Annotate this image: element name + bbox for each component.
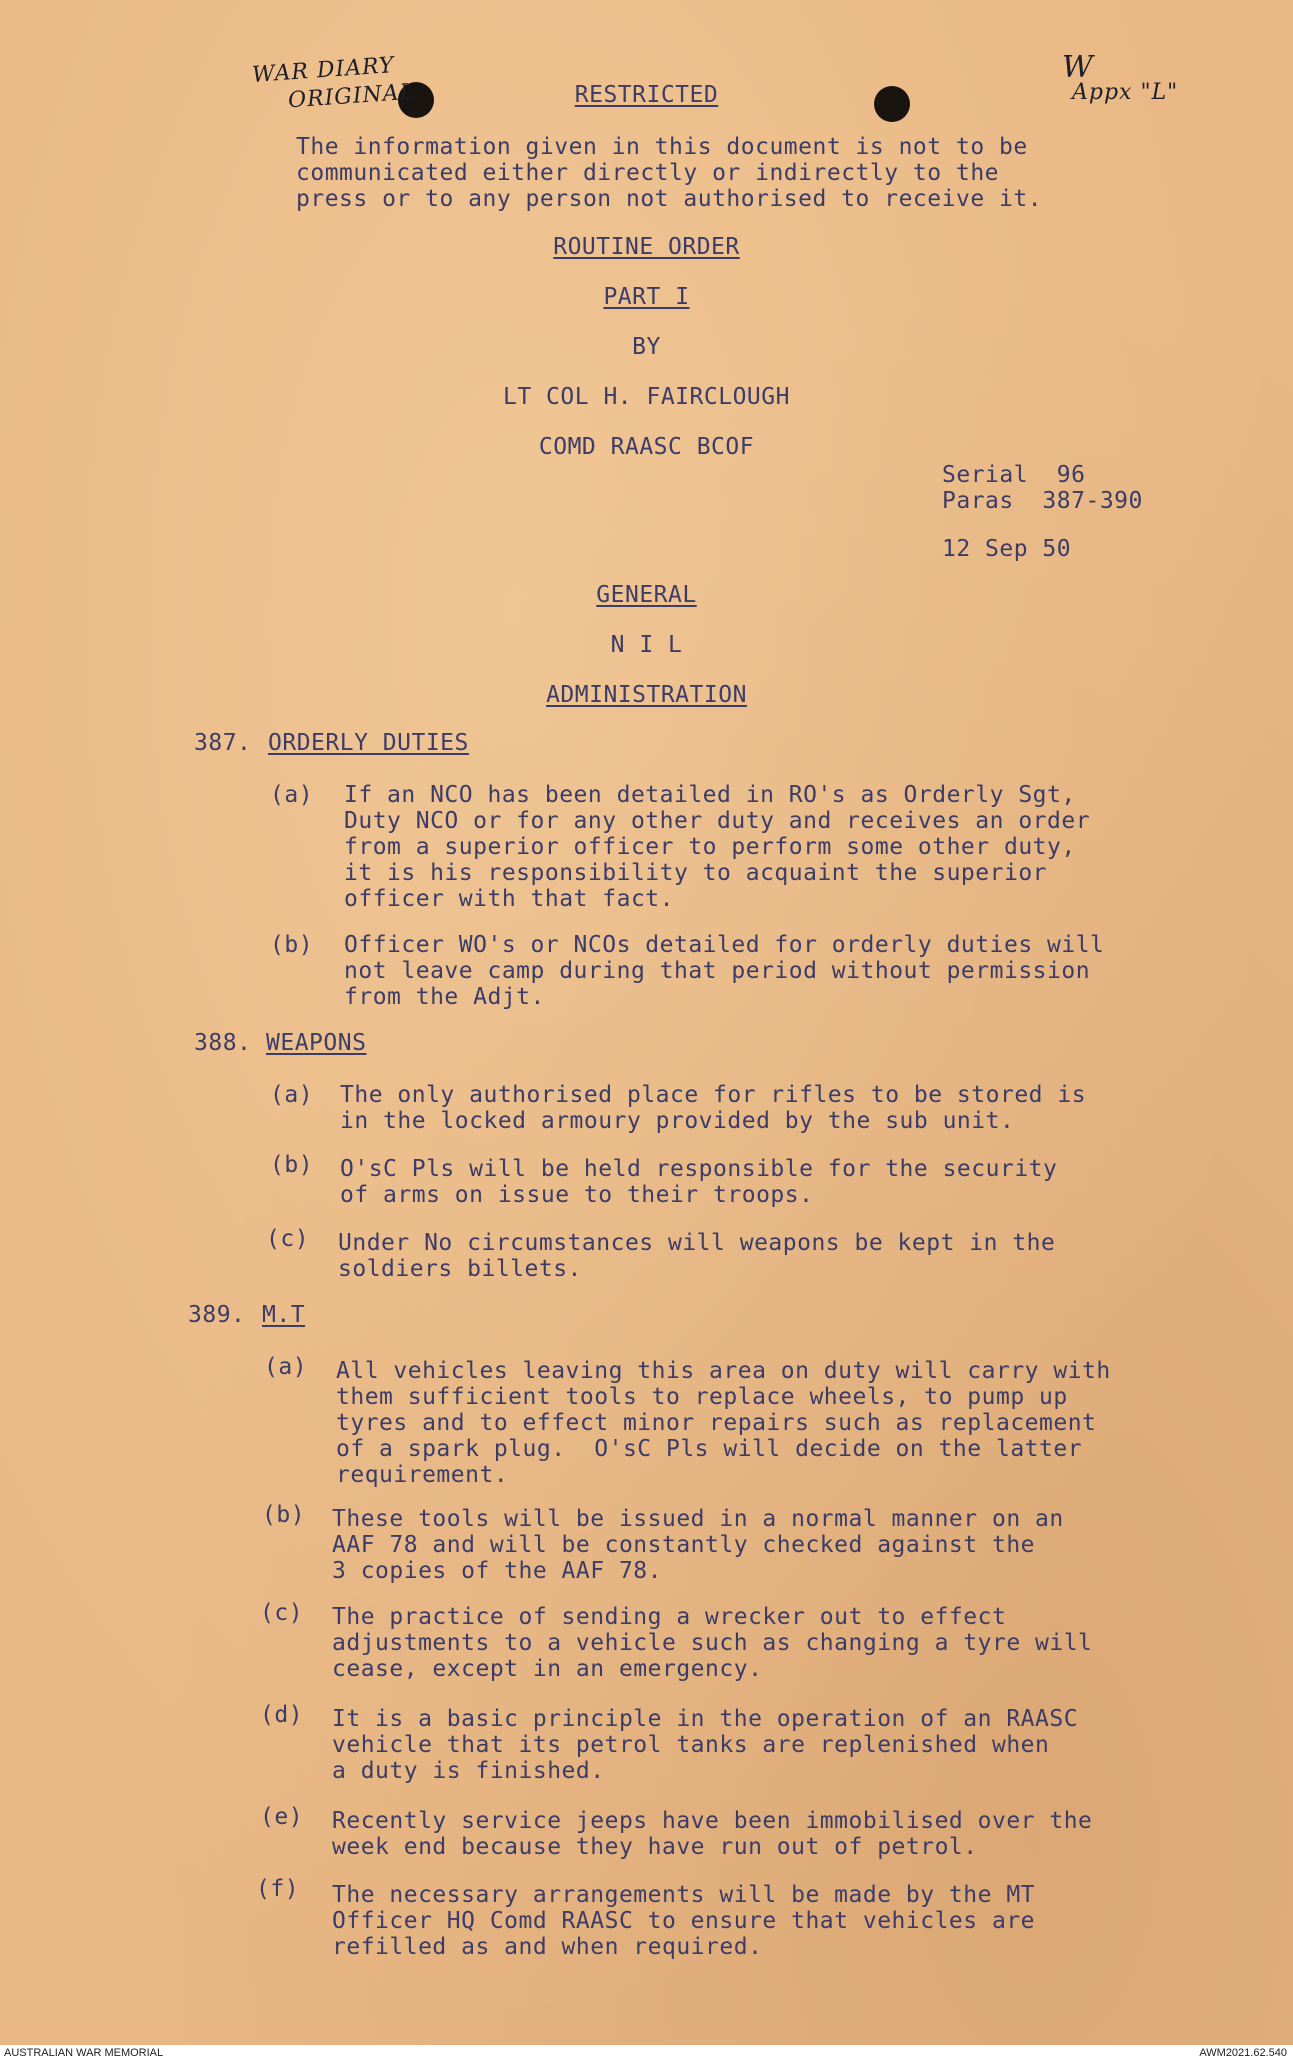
item-line: The necessary arrangements will be made by the MT <box>332 1882 1036 1908</box>
item-label: (f) <box>256 1876 300 1902</box>
item-label: (c) <box>260 1600 304 1626</box>
para-heading-weapons: WEAPONS <box>266 1030 367 1056</box>
item-label: (e) <box>260 1804 304 1830</box>
item-line: of a spark plug. O'sC Pls will decide on the latter <box>336 1436 1083 1462</box>
item-line: vehicle that its petrol tanks are replenished when <box>332 1732 1050 1758</box>
para-number-389: 389. <box>188 1302 246 1328</box>
by-line: BY <box>632 334 661 360</box>
item-label: (b) <box>262 1502 306 1528</box>
item-line: It is a basic principle in the operation of an RAASC <box>332 1706 1079 1732</box>
item-line: Officer WO's or NCOs detailed for orderly duties will <box>344 932 1105 958</box>
classification: RESTRICTED <box>574 82 719 108</box>
item-line: in the locked armoury provided by the sub unit. <box>340 1108 1015 1134</box>
handwritten-original: ORIGINAL <box>287 79 417 114</box>
item-line: tyres and to effect minor repairs such as replacement <box>336 1410 1097 1436</box>
serial-number: Serial 96 <box>942 462 1086 488</box>
item-line: Duty NCO or for any other duty and receives an order <box>344 808 1091 834</box>
item-label: (a) <box>264 1354 308 1380</box>
issuing-officer: LT COL H. FAIRCLOUGH <box>503 384 790 410</box>
item-line: of arms on issue to their troops. <box>340 1182 814 1208</box>
item-label: (b) <box>270 932 314 958</box>
item-line: week end because they have run out of petrol. <box>332 1834 978 1860</box>
item-line: O'sC Pls will be held responsible for the security <box>340 1156 1058 1182</box>
item-label: (a) <box>270 1082 314 1108</box>
item-line: adjustments to a vehicle such as changing a tyre will <box>332 1630 1093 1656</box>
item-line: from a superior officer to perform some other duty, <box>344 834 1076 860</box>
item-label: (a) <box>270 782 314 808</box>
item-line: If an NCO has been detailed in RO's as Orderly Sgt, <box>344 782 1076 808</box>
item-line: These tools will be issued in a normal manner on an <box>332 1506 1064 1532</box>
officer-appointment: COMD RAASC BCOF <box>538 434 755 460</box>
handwritten-appendix: Appx "L" <box>1072 80 1179 105</box>
item-line: refilled as and when required. <box>332 1934 763 1960</box>
handwritten-war-diary: WAR DIARY <box>251 53 396 88</box>
notice-line-1: The information given in this document is not to be <box>296 134 1028 160</box>
item-line: cease, except in an emergency. <box>332 1656 763 1682</box>
order-date: 12 Sep 50 <box>942 536 1072 562</box>
para-number-387: 387. <box>194 730 252 756</box>
footer-institution: AUSTRALIAN WAR MEMORIAL <box>4 2047 164 2059</box>
document-title: ROUTINE ORDER <box>553 234 740 260</box>
item-line: from the Adjt. <box>344 984 545 1010</box>
handwritten-w: W <box>1062 50 1094 85</box>
item-line: officer with that fact. <box>344 886 674 912</box>
footer-accession-number: AWM2021.62.540 <box>1199 2047 1287 2059</box>
item-line: All vehicles leaving this area on duty will carry with <box>336 1358 1111 1384</box>
item-line: soldiers billets. <box>338 1256 582 1282</box>
item-line: Under No circumstances will weapons be kept in the <box>338 1230 1056 1256</box>
item-label: (c) <box>266 1226 310 1252</box>
general-body: N I L <box>610 632 683 658</box>
item-line: a duty is finished. <box>332 1758 605 1784</box>
para-heading-orderly-duties: ORDERLY DUTIES <box>268 730 469 756</box>
item-label: (d) <box>260 1702 304 1728</box>
administration-heading: ADMINISTRATION <box>546 682 747 708</box>
item-line: AAF 78 and will be constantly checked against the <box>332 1532 1036 1558</box>
item-line: them sufficient tools to replace wheels, to pump up <box>336 1384 1068 1410</box>
notice-line-2: communicated either directly or indirectly to the <box>296 160 1000 186</box>
item-line: requirement. <box>336 1462 509 1488</box>
document-part: PART I <box>603 284 690 310</box>
item-line: Recently service jeeps have been immobilised over the <box>332 1808 1093 1834</box>
para-number-388: 388. <box>194 1030 252 1056</box>
item-line: The practice of sending a wrecker out to effect <box>332 1604 1007 1630</box>
item-line: it is his responsibility to acquaint the superior <box>344 860 1048 886</box>
item-line: Officer HQ Comd RAASC to ensure that vehicles are <box>332 1908 1036 1934</box>
general-heading: GENERAL <box>596 582 697 608</box>
para-heading-mt: M.T <box>262 1302 306 1328</box>
paras-range: Paras 387-390 <box>942 488 1143 514</box>
notice-line-3: press or to any person not authorised to receive it. <box>296 186 1043 212</box>
item-label: (b) <box>270 1152 314 1178</box>
item-line: not leave camp during that period without permission <box>344 958 1091 984</box>
item-line: 3 copies of the AAF 78. <box>332 1558 662 1584</box>
item-line: The only authorised place for rifles to be stored is <box>340 1082 1087 1108</box>
